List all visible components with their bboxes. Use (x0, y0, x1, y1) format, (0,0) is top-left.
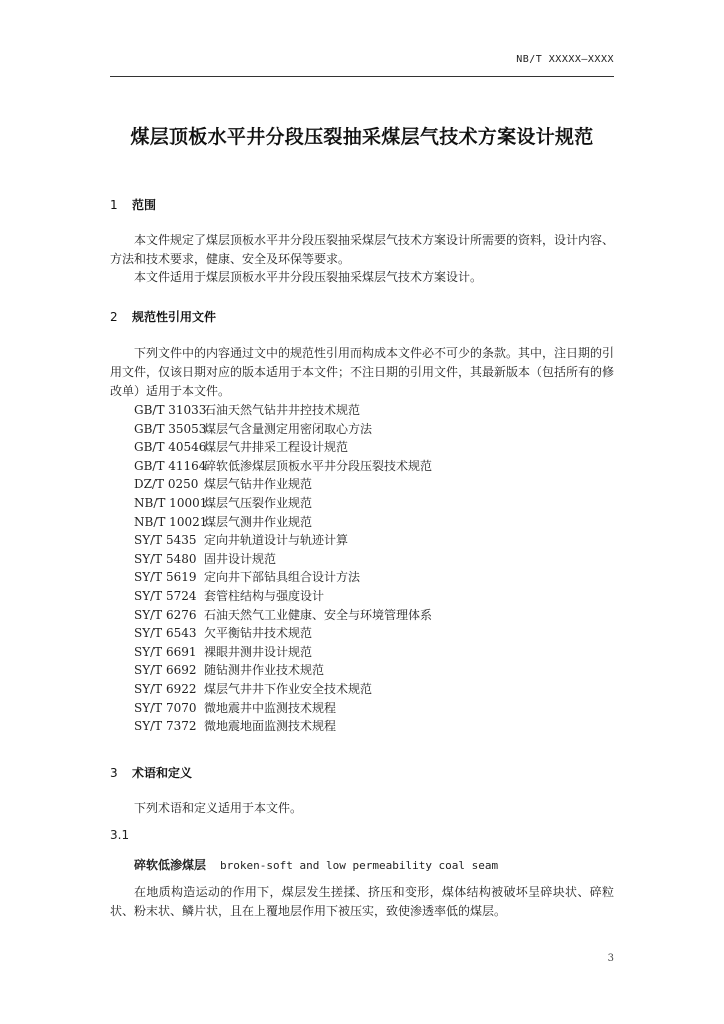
ref-code: NB/T 10001 (134, 495, 208, 510)
ref-name: 裸眼井测井设计规范 (204, 644, 313, 659)
term-english: broken-soft and low permeability coal seam (220, 859, 499, 872)
ref-name: 微地震地面监测技术规程 (204, 719, 337, 734)
term-chinese: 碎软低渗煤层 (134, 858, 207, 872)
ref-name: 微地震井中监测技术规程 (204, 700, 337, 715)
section-1-heading (110, 196, 156, 213)
ref-code: GB/T 41164 (134, 458, 207, 473)
list-item (134, 531, 432, 550)
ref-name: 定向井轨道设计与轨迹计算 (204, 533, 349, 548)
section-title: 规范性引用文件 (132, 310, 217, 324)
section-number: 3 (110, 766, 118, 780)
list-item (134, 717, 432, 736)
ref-code: GB/T 31033 (134, 403, 207, 417)
list-item (134, 680, 432, 699)
ref-code: SY/T 6692 (134, 663, 197, 678)
list-item (134, 606, 432, 625)
section-title: 范围 (132, 198, 157, 212)
ref-name: 煤层气钻井作业规范 (204, 477, 313, 492)
list-item (134, 550, 432, 569)
list-item (134, 661, 432, 680)
list-item (134, 568, 432, 587)
ref-code: SY/T 6276 (134, 607, 197, 622)
list-item (134, 457, 432, 476)
ref-name: 随钻测井作业技术规范 (204, 663, 325, 678)
reference-list (134, 401, 432, 736)
ref-name: 套管柱结构与强度设计 (204, 588, 325, 603)
ref-name: 煤层气井井下作业安全技术规范 (204, 681, 373, 696)
ref-code: GB/T 40546 (134, 440, 207, 455)
term-entry (134, 856, 498, 873)
list-item (134, 401, 432, 420)
ref-code: SY/T 5619 (134, 570, 197, 585)
ref-name: 石油天然气工业健康、安全与环境管理体系 (204, 607, 433, 622)
ref-code: SY/T 5480 (134, 551, 197, 566)
scope-paragraph-1: 本文件规定了煤层顶板水平井分段压裂抽采煤层气技术方案设计所需要的资料，设计内容、方法和技术要求，健康、安全及环保等要求。 (110, 233, 615, 266)
ref-code: SY/T 6691 (134, 644, 197, 659)
terms-intro: 下列术语和定义适用于本文件。 (134, 801, 303, 815)
ref-code: SY/T 6543 (134, 626, 197, 641)
list-item (134, 624, 432, 643)
list-item (134, 513, 432, 532)
list-item (134, 494, 432, 513)
standard-code: NB/T XXXXX—XXXX (516, 54, 614, 65)
ref-code: SY/T 7372 (134, 719, 197, 734)
section-2-heading (110, 308, 216, 325)
section-3-heading (110, 764, 192, 781)
ref-code: SY/T 5435 (134, 533, 197, 548)
ref-name: 煤层气测井作业规范 (204, 514, 313, 529)
ref-name: 煤层气井排采工程设计规范 (204, 440, 349, 455)
ref-name: 碎软低渗煤层顶板水平井分段压裂技术规范 (204, 458, 433, 473)
list-item (134, 699, 432, 718)
section-title: 术语和定义 (132, 766, 193, 780)
ref-name: 石油天然气钻井井控技术规范 (204, 403, 361, 417)
header-rule (110, 76, 614, 77)
list-item (134, 587, 432, 606)
section-number: 1 (110, 198, 118, 212)
ref-code: SY/T 6922 (134, 681, 197, 696)
term-definition: 在地质构造运动的作用下，煤层发生搓揉、挤压和变形，煤体结构被破坏呈碎块状、碎粒状、粉末状、鳞片状，且在上覆地层作用下被压实，致使渗透率低的煤层。 (110, 885, 614, 918)
page-number: 3 (607, 953, 614, 964)
section-number: 2 (110, 310, 118, 324)
ref-name: 煤层气含量测定用密闭取心方法 (204, 421, 373, 436)
ref-code: GB/T 35053 (134, 421, 207, 436)
ref-name: 煤层气压裂作业规范 (204, 495, 313, 510)
ref-code: SY/T 7070 (134, 700, 197, 715)
list-item (134, 420, 432, 439)
ref-name: 欠平衡钻井技术规范 (204, 626, 313, 641)
ref-name: 固井设计规范 (204, 551, 277, 566)
ref-code: NB/T 10021 (134, 514, 208, 529)
list-item (134, 643, 432, 662)
term-number: 3.1 (110, 828, 130, 842)
list-item (134, 475, 432, 494)
references-intro: 下列文件中的内容通过文中的规范性引用而构成本文件必不可少的条款。其中，注日期的引用文件，仅该日期对应的版本适用于本文件；不注日期的引用文件，其最新版本（包括所有的修改单）适用于本文件。 (110, 346, 615, 398)
document-title: 煤层顶板水平井分段压裂抽采煤层气技术方案设计规范 (130, 126, 594, 148)
list-item (134, 438, 432, 457)
scope-paragraph-2: 本文件适用于煤层顶板水平井分段压裂抽采煤层气技术方案设计。 (134, 270, 483, 284)
ref-code: SY/T 5724 (134, 588, 197, 603)
ref-code: DZ/T 0250 (134, 477, 199, 492)
ref-name: 定向井下部钻具组合设计方法 (204, 570, 361, 585)
